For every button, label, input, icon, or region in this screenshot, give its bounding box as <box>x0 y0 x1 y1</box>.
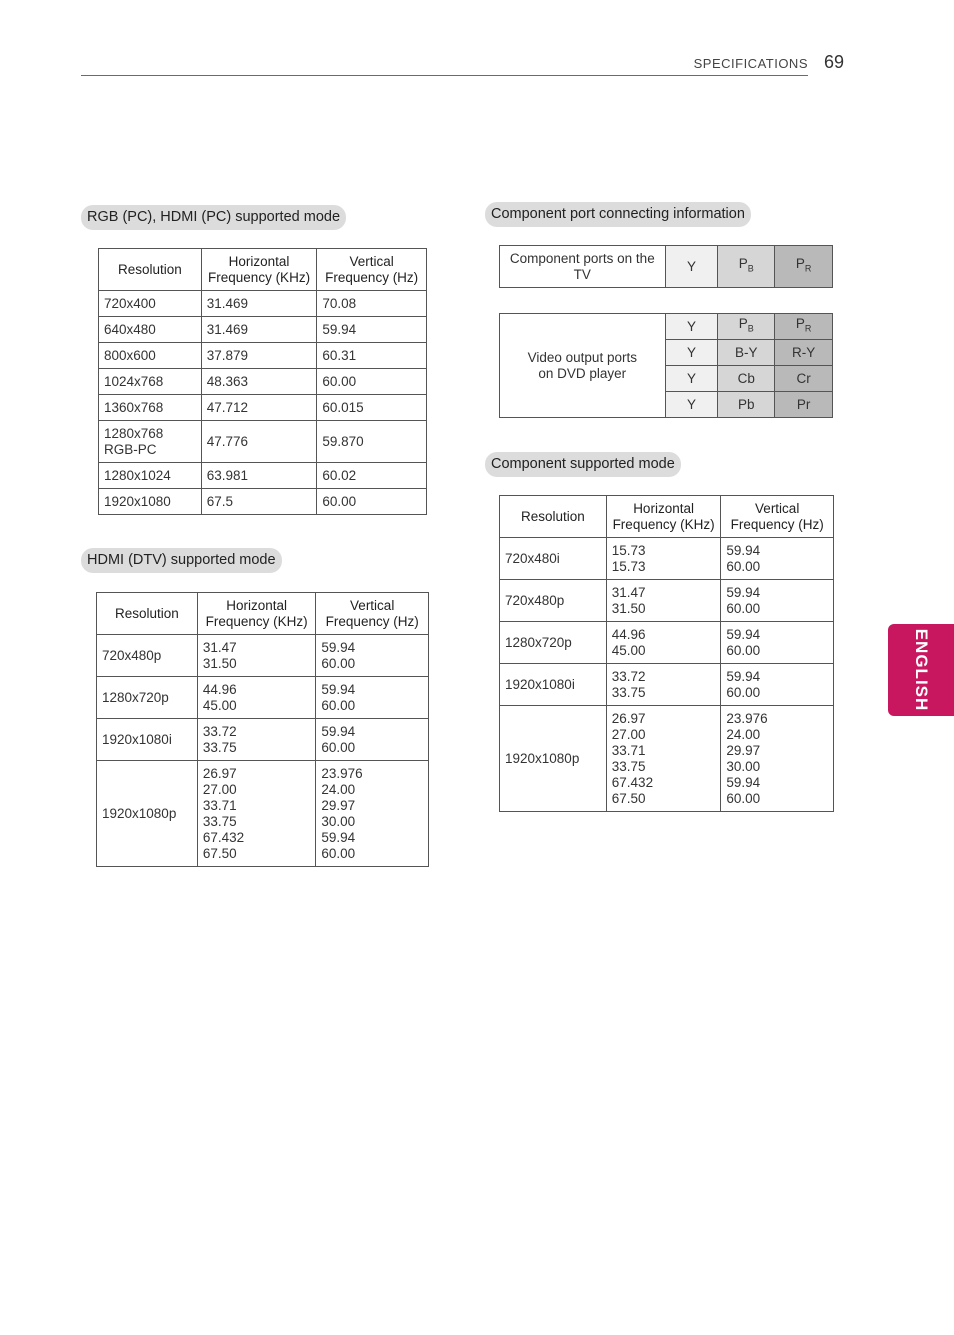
resolution-cell: 1280x720p <box>97 677 198 719</box>
table-row <box>99 291 427 317</box>
dvd-port-cell: Cr <box>775 366 833 392</box>
horizontal-frequency-cell: 63.981 <box>201 463 317 489</box>
dvd-port-cell: Pb <box>718 392 775 418</box>
vertical-frequency-cell: 23.976 24.00 29.97 30.00 59.94 60.00 <box>316 761 429 867</box>
resolution-cell: 720x400 <box>99 291 202 317</box>
rgb-pc-table <box>98 248 427 515</box>
vertical-frequency-cell: 59.94 60.00 <box>316 719 429 761</box>
horizontal-frequency-cell: 31.469 <box>201 317 317 343</box>
horizontal-frequency-header: Horizontal Frequency (KHz) <box>606 496 721 538</box>
horizontal-frequency-header: Horizontal Frequency (KHz) <box>201 249 317 291</box>
horizontal-frequency-cell: 26.97 27.00 33.71 33.75 67.432 67.50 <box>606 706 721 812</box>
rgb-pc-title: RGB (PC), HDMI (PC) supported mode <box>81 205 346 230</box>
dvd-port-cell: Y <box>665 366 718 392</box>
table-row <box>97 635 429 677</box>
component-mode-title: Component supported mode <box>485 452 681 477</box>
table-row <box>500 580 834 622</box>
table-row <box>500 622 834 664</box>
vertical-frequency-cell: 59.94 60.00 <box>316 635 429 677</box>
resolution-cell: 1024x768 <box>99 369 202 395</box>
horizontal-frequency-header: Horizontal Frequency (KHz) <box>197 593 316 635</box>
vertical-frequency-header: Vertical Frequency (Hz) <box>316 593 429 635</box>
resolution-cell: 1920x1080i <box>97 719 198 761</box>
resolution-cell: 1280x720p <box>500 622 607 664</box>
hdmi-dtv-title: HDMI (DTV) supported mode <box>81 548 282 573</box>
section-name: SPECIFICATIONS <box>693 56 808 71</box>
dvd-port-cell: Pr <box>775 392 833 418</box>
table-row <box>99 317 427 343</box>
hdmi-dtv-table <box>96 592 429 867</box>
dvd-port-cell: Y <box>665 314 718 340</box>
page-number: 69 <box>824 52 845 72</box>
table-header-row <box>99 249 427 291</box>
resolution-cell: 640x480 <box>99 317 202 343</box>
resolution-cell: 1280x1024 <box>99 463 202 489</box>
horizontal-frequency-cell: 26.97 27.00 33.71 33.75 67.432 67.50 <box>197 761 316 867</box>
vertical-frequency-cell: 60.015 <box>317 395 427 421</box>
horizontal-frequency-cell: 31.47 31.50 <box>197 635 316 677</box>
dvd-port-cell: Cb <box>718 366 775 392</box>
horizontal-frequency-cell: 33.72 33.75 <box>197 719 316 761</box>
table-row <box>97 677 429 719</box>
table-row <box>99 489 427 515</box>
tv-ports-table <box>499 245 833 288</box>
vertical-frequency-cell: 59.94 60.00 <box>721 664 834 706</box>
horizontal-frequency-cell: 44.96 45.00 <box>606 622 721 664</box>
vertical-frequency-cell: 70.08 <box>317 291 427 317</box>
resolution-cell: 720x480p <box>97 635 198 677</box>
tv-ports-label: Component ports on the TV <box>500 246 666 288</box>
table-row <box>99 421 427 463</box>
horizontal-frequency-cell: 33.72 33.75 <box>606 664 721 706</box>
resolution-cell: 1280x768 RGB-PC <box>99 421 202 463</box>
resolution-cell: 1360x768 <box>99 395 202 421</box>
tv-ports-row <box>500 246 833 288</box>
vertical-frequency-cell: 59.94 60.00 <box>721 538 834 580</box>
table-row <box>97 719 429 761</box>
resolution-header: Resolution <box>99 249 202 291</box>
vertical-frequency-cell: 59.94 <box>317 317 427 343</box>
resolution-cell: 1920x1080p <box>500 706 607 812</box>
resolution-cell: 720x480p <box>500 580 607 622</box>
dvd-ports-label: Video output ports on DVD player <box>500 314 666 418</box>
language-tab-label: ENGLISH <box>912 628 931 712</box>
dvd-port-cell: Y <box>665 340 718 366</box>
horizontal-frequency-cell: 48.363 <box>201 369 317 395</box>
vertical-frequency-cell: 59.870 <box>317 421 427 463</box>
dvd-port-cell: R-Y <box>775 340 833 366</box>
dvd-port-cell: $P_B$ <box>718 314 775 340</box>
horizontal-frequency-cell: 44.96 45.00 <box>197 677 316 719</box>
dvd-ports-row <box>500 314 833 340</box>
horizontal-frequency-cell: 15.73 15.73 <box>606 538 721 580</box>
component-mode-table <box>499 495 834 812</box>
table-row <box>99 343 427 369</box>
vertical-frequency-header: Vertical Frequency (Hz) <box>317 249 427 291</box>
vertical-frequency-cell: 60.02 <box>317 463 427 489</box>
vertical-frequency-cell: 23.976 24.00 29.97 30.00 59.94 60.00 <box>721 706 834 812</box>
resolution-cell: 1920x1080i <box>500 664 607 706</box>
table-row <box>500 664 834 706</box>
table-row <box>97 761 429 867</box>
table-row <box>99 369 427 395</box>
resolution-cell: 720x480i <box>500 538 607 580</box>
resolution-cell: 800x600 <box>99 343 202 369</box>
horizontal-frequency-cell: 47.712 <box>201 395 317 421</box>
dvd-port-cell: $P_R$ <box>775 314 833 340</box>
table-header-row <box>97 593 429 635</box>
resolution-header: Resolution <box>97 593 198 635</box>
table-row <box>99 463 427 489</box>
resolution-header: Resolution <box>500 496 607 538</box>
vertical-frequency-header: Vertical Frequency (Hz) <box>721 496 834 538</box>
dvd-ports-table <box>499 313 833 418</box>
component-port-title: Component port connecting information <box>485 202 751 227</box>
table-row <box>500 538 834 580</box>
vertical-frequency-cell: 59.94 60.00 <box>721 622 834 664</box>
header-rule <box>81 75 808 76</box>
resolution-cell: 1920x1080p <box>97 761 198 867</box>
table-row <box>99 395 427 421</box>
horizontal-frequency-cell: 31.47 31.50 <box>606 580 721 622</box>
table-row <box>500 706 834 812</box>
dvd-port-cell: B-Y <box>718 340 775 366</box>
horizontal-frequency-cell: 37.879 <box>201 343 317 369</box>
vertical-frequency-cell: 60.00 <box>317 369 427 395</box>
horizontal-frequency-cell: 47.776 <box>201 421 317 463</box>
vertical-frequency-cell: 59.94 60.00 <box>316 677 429 719</box>
table-header-row <box>500 496 834 538</box>
port-pr: $P_R$ <box>775 246 833 288</box>
horizontal-frequency-cell: 67.5 <box>201 489 317 515</box>
port-pb: $P_B$ <box>718 246 775 288</box>
language-tab <box>888 624 954 716</box>
horizontal-frequency-cell: 31.469 <box>201 291 317 317</box>
port-y: Y <box>665 246 718 288</box>
vertical-frequency-cell: 59.94 60.00 <box>721 580 834 622</box>
vertical-frequency-cell: 60.00 <box>317 489 427 515</box>
resolution-cell: 1920x1080 <box>99 489 202 515</box>
vertical-frequency-cell: 60.31 <box>317 343 427 369</box>
dvd-port-cell: Y <box>665 392 718 418</box>
